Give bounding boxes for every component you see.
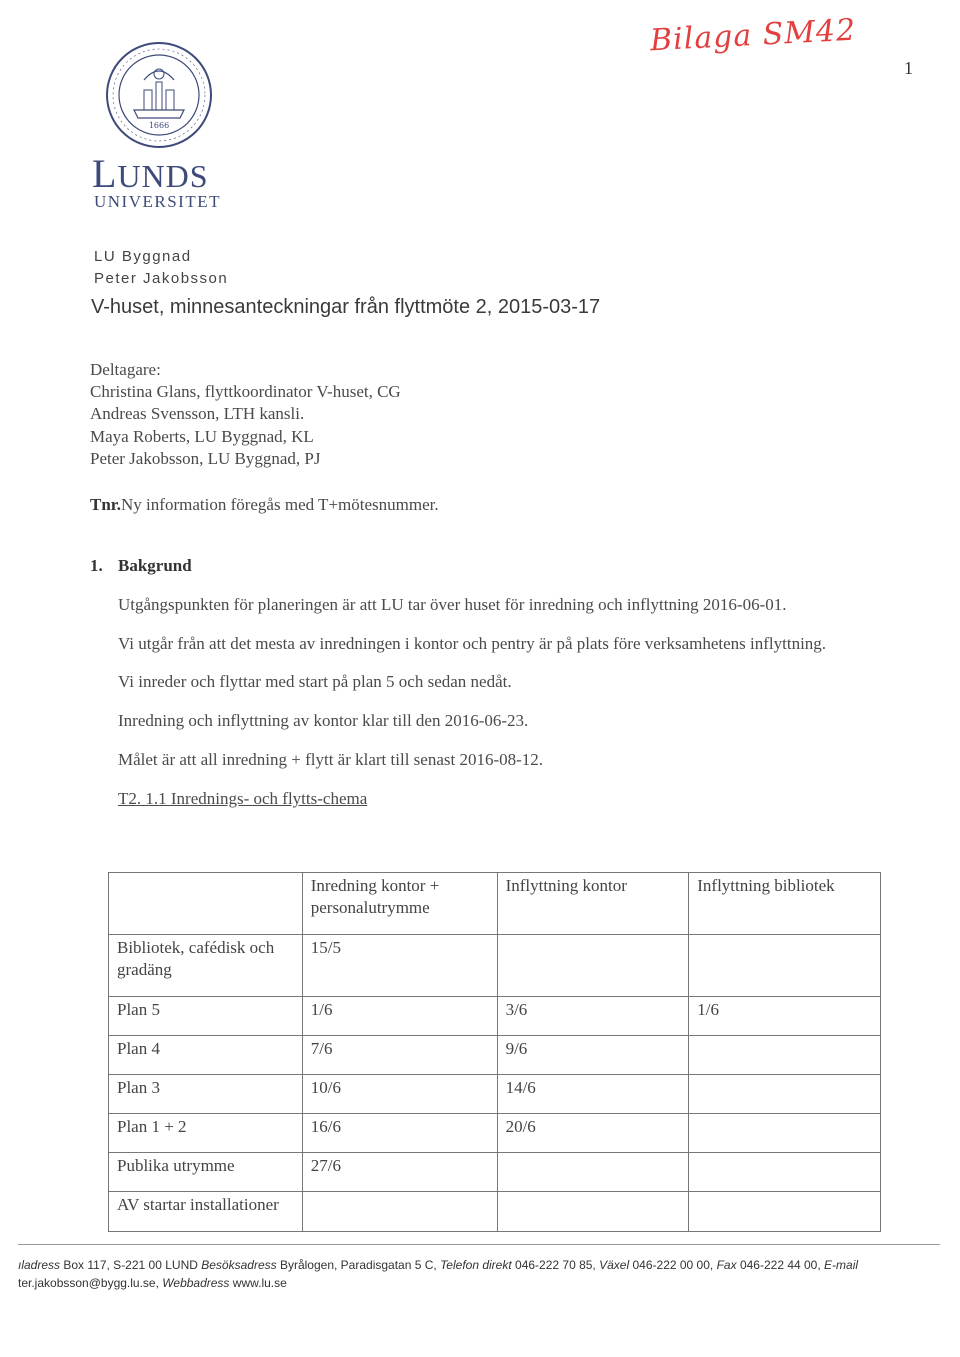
table-row	[109, 1153, 881, 1192]
university-name-rest: UNDS	[117, 158, 209, 194]
table-cell: Publika utrymme	[109, 1153, 303, 1192]
footer-switch-value: 046-222 00 00,	[632, 1258, 714, 1272]
table-row	[109, 935, 881, 997]
section-number: 1.	[90, 556, 103, 575]
section-paragraph-4: Inredning och inflyttning av kontor klar till den 2016-06-23.	[118, 711, 529, 730]
table-row	[109, 1075, 881, 1114]
footer	[18, 1256, 938, 1292]
participant-2: Andreas Svensson, LTH kansli.	[90, 404, 305, 423]
table-cell: Plan 5	[109, 997, 303, 1036]
table-row	[109, 1036, 881, 1075]
tnr-note	[90, 494, 439, 516]
footer-postal-value: Box 117, S-221 00 LUND	[63, 1258, 198, 1272]
table-header-row	[109, 873, 881, 935]
schedule-subheading: T2. 1.1 Inrednings- och flytts-chema	[118, 789, 368, 808]
table-cell	[497, 1153, 689, 1192]
table-cell: 20/6	[497, 1114, 689, 1153]
table-cell: 15/5	[302, 935, 497, 997]
footer-phone-value: 046-222 70 85,	[515, 1258, 596, 1272]
footer-visit-value: Byrålogen, Paradisgatan 5 C,	[279, 1258, 437, 1272]
footer-switch-label: Växel	[599, 1258, 630, 1272]
table-cell: 9/6	[497, 1036, 689, 1075]
table-row	[109, 1192, 881, 1232]
footer-web-value[interactable]: www.lu.se	[232, 1276, 287, 1290]
section-paragraph-1: Utgångspunkten för planeringen är att LU tar över huset för inredning och inflyttning 2016-06-01.	[118, 595, 787, 614]
footer-email-label: E-mail	[824, 1258, 859, 1272]
table-cell: Bibliotek, cafédisk och gradäng	[109, 935, 303, 997]
table-cell: 16/6	[302, 1114, 497, 1153]
table-cell	[497, 935, 689, 997]
table-cell: AV startar installationer	[109, 1192, 303, 1232]
table-cell	[689, 1075, 881, 1114]
table-cell: 14/6	[497, 1075, 689, 1114]
table-cell: 7/6	[302, 1036, 497, 1075]
table-cell: 1/6	[302, 997, 497, 1036]
department-name: LU Byggnad	[94, 248, 192, 265]
footer-phone-label: Telefon direkt	[440, 1258, 512, 1272]
table-cell	[497, 1192, 689, 1232]
footer-postal-label: ıladress	[18, 1258, 61, 1272]
lund-university-seal-icon	[104, 40, 214, 150]
schedule-table	[108, 872, 881, 1232]
table-cell: Plan 3	[109, 1075, 303, 1114]
author-name: Peter Jakobsson	[94, 270, 229, 287]
table-header-cell: Inredning kontor + personalutrymme	[302, 873, 497, 935]
footer-visit-label: Besöksadress	[201, 1258, 277, 1272]
table-cell: 3/6	[497, 997, 689, 1036]
table-cell	[689, 1114, 881, 1153]
footer-web-label: Webbadress	[162, 1276, 230, 1290]
footer-fax-value: 046-222 44 00,	[739, 1258, 821, 1272]
page-number: 1	[904, 58, 913, 78]
participants-heading: Deltagare:	[90, 360, 161, 379]
table-header-cell: Inflyttning kontor	[497, 873, 689, 935]
seal-year: 1666	[148, 121, 170, 130]
footer-divider	[18, 1244, 940, 1245]
participant-3: Maya Roberts, LU Byggnad, KL	[90, 427, 314, 446]
footer-email-value[interactable]: ter.jakobsson@bygg.lu.se,	[18, 1276, 159, 1290]
university-subtitle: UNIVERSITET	[94, 192, 221, 211]
table-row	[109, 1114, 881, 1153]
table-cell: 1/6	[689, 997, 881, 1036]
participant-1: Christina Glans, flyttkoordinator V-huset, CG	[90, 382, 401, 401]
table-cell	[689, 1036, 881, 1075]
tnr-label: Tnr.	[90, 495, 122, 514]
section-paragraph-2: Vi utgår från att det mesta av inredningen i kontor och pentry är på plats före verksamhetens inflyttning.	[118, 634, 827, 653]
footer-fax-label: Fax	[716, 1258, 737, 1272]
table-header-cell	[109, 873, 303, 935]
table-cell: Plan 1 + 2	[109, 1114, 303, 1153]
table-row	[109, 997, 881, 1036]
handwritten-note: Bilaga SM42	[649, 12, 857, 59]
table-cell	[302, 1192, 497, 1232]
table-cell: 10/6	[302, 1075, 497, 1114]
university-name-initial: L	[92, 151, 118, 196]
tnr-text: Ny information föregås med T+mötesnummer.	[121, 495, 439, 514]
participant-4: Peter Jakobsson, LU Byggnad, PJ	[90, 449, 321, 468]
section-heading: Bakgrund	[118, 556, 192, 575]
document-title: V-huset, minnesanteckningar från flyttmöte 2, 2015-03-17	[91, 296, 601, 318]
table-cell	[689, 1153, 881, 1192]
section-paragraph-3: Vi inreder och flyttar med start på plan 5 och sedan nedåt.	[118, 672, 512, 691]
table-cell: 27/6	[302, 1153, 497, 1192]
section-paragraph-5: Målet är att all inredning + flytt är klart till senast 2016-08-12.	[118, 750, 544, 769]
table-cell	[689, 1192, 881, 1232]
table-header-cell: Inflyttning bibliotek	[689, 873, 881, 935]
table-cell: Plan 4	[109, 1036, 303, 1075]
table-cell	[689, 935, 881, 997]
